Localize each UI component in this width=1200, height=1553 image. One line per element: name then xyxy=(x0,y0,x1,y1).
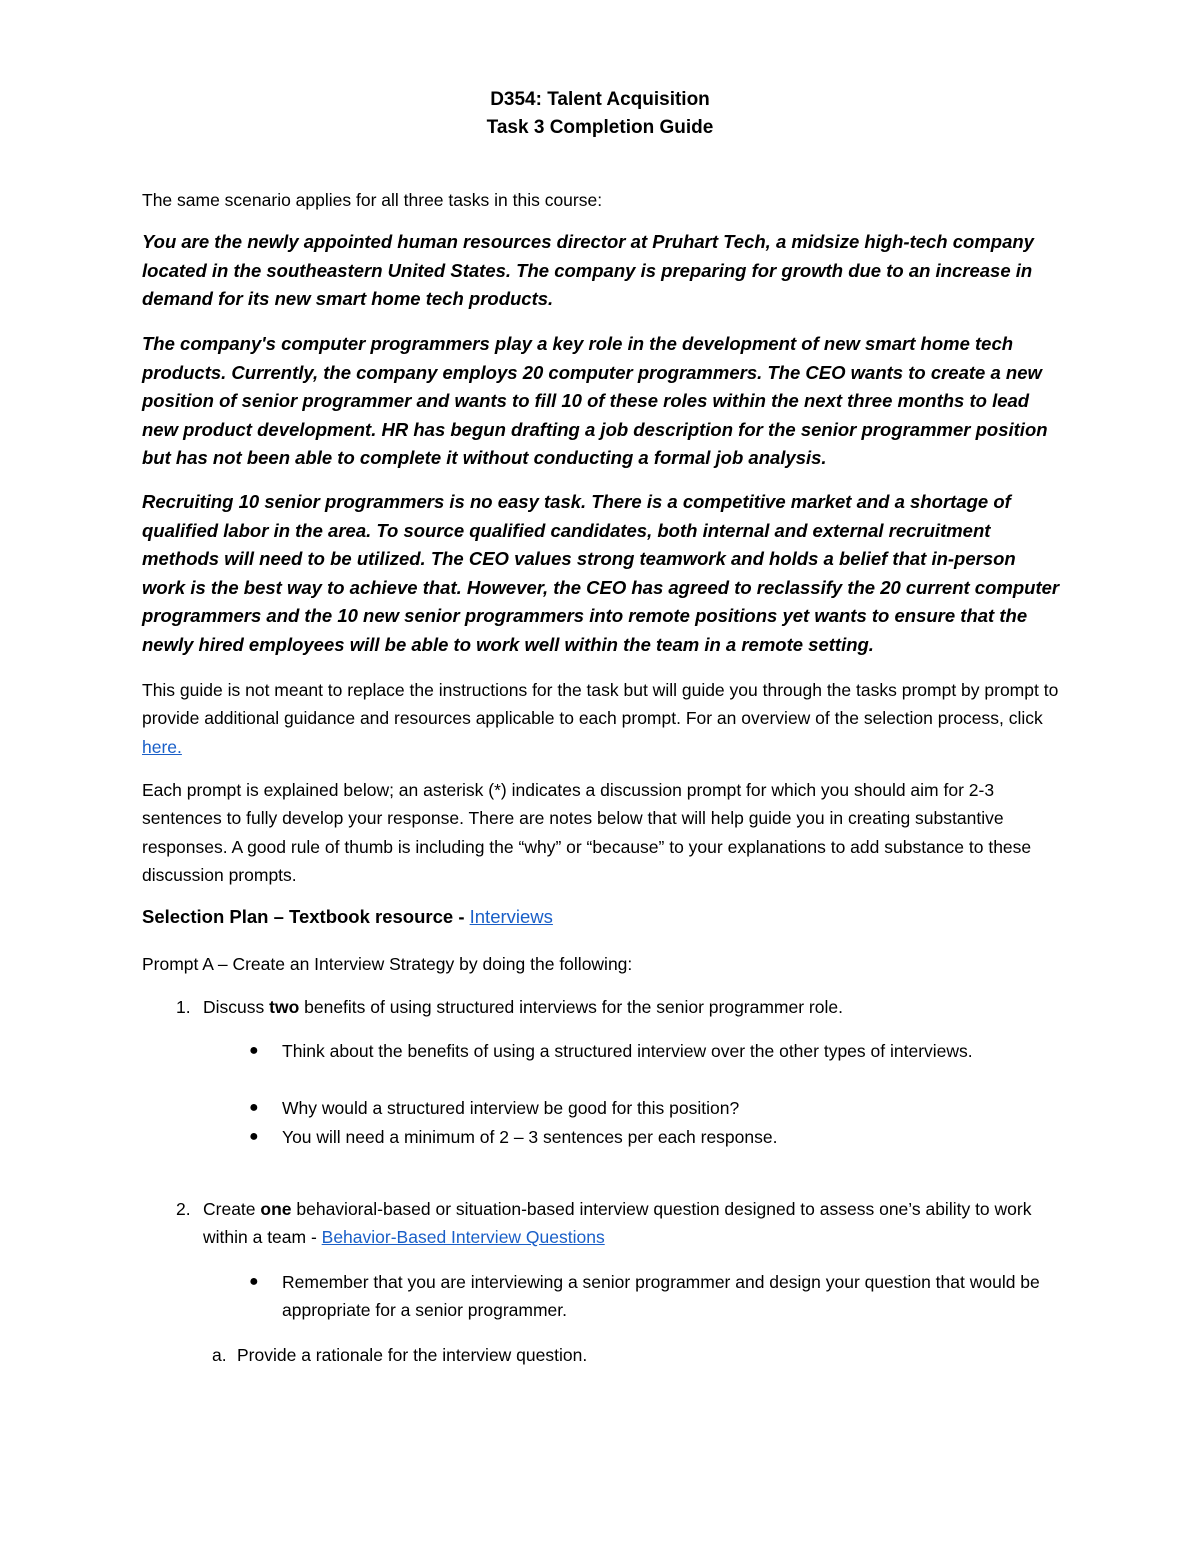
item-2a-letter: a. xyxy=(212,1345,227,1365)
guide-note xyxy=(142,676,1062,761)
item-1-bullet-1: Think about the benefits of using a structured interview over the other types of interviews. xyxy=(282,1041,973,1061)
bullet-icon: ● xyxy=(249,1273,259,1290)
scenario-paragraph-3: Recruiting 10 senior programmers is no easy task. There is a competitive market and a shortage of qualified labor in the area. To source qualified candidates, both internal and external recruitment methods will need to be utilized. The CEO values strong teamwork and holds a belief that in-person work is the best way to achieve that. However, the CEO has agreed to reclassify the 20 current computer programmers and the 10 new senior programmers into remote positions yet wants to ensure that the newly hired employees will be able to work well within the team in a remote setting. xyxy=(142,491,1060,655)
guide-note-text: This guide is not meant to replace the instructions for the task but will guide you through the tasks prompt by prompt to provide additional guidance and resources applicable to each prompt. For an overview of the selection process, click xyxy=(142,680,1059,729)
intro-text: The same scenario applies for all three tasks in this course: xyxy=(142,190,603,210)
section-heading xyxy=(142,906,553,928)
item-2a-text: Provide a rationale for the interview question. xyxy=(237,1345,588,1365)
scenario-paragraph-1: You are the newly appointed human resources director at Pruhart Tech, a midsize high-tech company located in the southeastern United States. The company is preparing for growth due to an increase in demand for its new smart home tech products. xyxy=(142,231,1034,310)
section-heading-text: Selection Plan – Textbook resource - xyxy=(142,906,470,927)
item-1-bullet-2: Why would a structured interview be good for this position? xyxy=(282,1098,740,1118)
scenario-paragraph-2: The company's computer programmers play a key role in the development of new smart home tech products. Currently, the company employs 20 computer programmers. The CEO wants to create a new position of senior programmer and wants to fill 10 of these roles within the next three months to lead new product development. HR has begun drafting a job description for the senior programmer position but has not been able to complete it without conducting a formal job analysis. xyxy=(142,333,1048,469)
item-2-number: 2. xyxy=(176,1199,191,1219)
bullet-icon: ● xyxy=(249,1099,259,1116)
item-1-post: benefits of using structured interviews for the senior programmer role. xyxy=(299,997,843,1017)
item-2-text xyxy=(203,1195,1033,1252)
course-title: D354: Talent Acquisition xyxy=(490,89,710,110)
item-2-pre: Create xyxy=(203,1199,261,1219)
explain-paragraph: Each prompt is explained below; an asterisk (*) indicates a discussion prompt for which you should aim for 2-3 sentences to fully develop your response. There are notes below that will help guide you in creating substantive responses. A good rule of thumb is including the “why” or “because” to your explanations to add substance to these discussion prompts. xyxy=(142,780,1032,886)
item-1-text xyxy=(203,993,1063,1021)
item-1-bullet-3: You will need a minimum of 2 – 3 sentences per each response. xyxy=(282,1127,778,1147)
item-1-number: 1. xyxy=(176,997,191,1017)
guide-title: Task 3 Completion Guide xyxy=(486,117,714,138)
prompt-a: Prompt A – Create an Interview Strategy by doing the following: xyxy=(142,954,633,974)
item-1-pre: Discuss xyxy=(203,997,270,1017)
interviews-link[interactable]: Interviews xyxy=(469,906,553,927)
item-1-bold: two xyxy=(269,997,300,1017)
overview-link[interactable]: here. xyxy=(142,736,182,757)
item-2-post: behavioral-based or situation-based interview question designed to assess one’s ability to work within a team - xyxy=(203,1199,1032,1248)
bullet-icon: ● xyxy=(249,1042,259,1059)
behavior-questions-link[interactable]: Behavior-Based Interview Questions xyxy=(321,1227,605,1248)
bullet-icon: ● xyxy=(249,1128,259,1145)
item-2-bullet-1: Remember that you are interviewing a senior programmer and design your question that would be appropriate for a senior programmer. xyxy=(282,1272,1040,1321)
item-2-bold: one xyxy=(260,1199,292,1219)
